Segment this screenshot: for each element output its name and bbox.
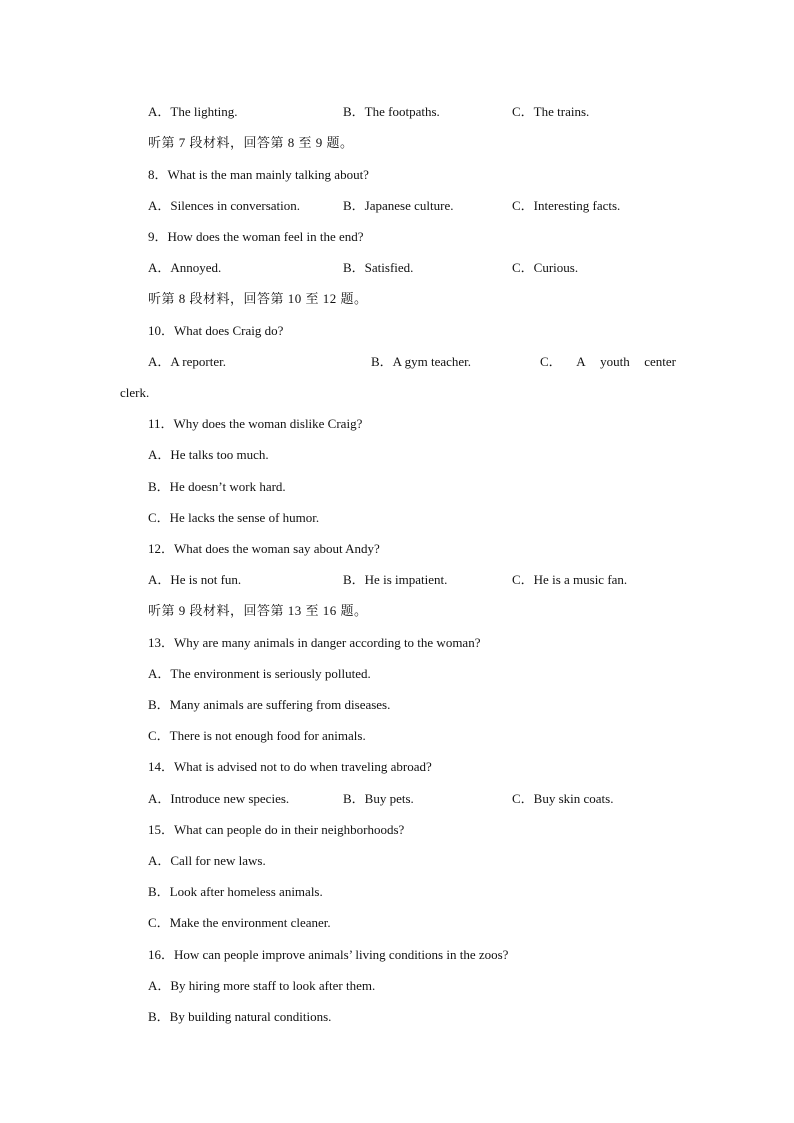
q9-question: 9．How does the woman feel in the end? [148, 229, 364, 244]
q15-option-c: C．Make the environment cleaner. [148, 915, 331, 930]
section-8-heading: 听第 8 段材料，回答第 10 至 12 题。 [148, 291, 368, 306]
q14-question: 14．What is advised not to do when traveling abroad? [148, 759, 432, 774]
q12-option-c: C．He is a music fan. [512, 572, 628, 587]
q10-option-c-part: youth [600, 354, 630, 369]
q9-option-c: C．Curious. [512, 260, 579, 275]
q7-option-a: A．The lighting. [148, 104, 238, 119]
q12-option-b: B．He is impatient. [343, 572, 448, 587]
q12-option-a: A．He is not fun. [148, 572, 242, 587]
q11-option-b: B．He doesn’t work hard. [148, 479, 286, 494]
section-9-heading: 听第 9 段材料，回答第 13 至 16 题。 [148, 603, 368, 618]
q11-option-c: C．He lacks the sense of humor. [148, 510, 320, 525]
q10-question: 10．What does Craig do? [148, 323, 284, 338]
q15-option-a: A．Call for new laws. [148, 853, 266, 868]
q10-option-c-part: A [576, 354, 586, 369]
q7-option-b: B．The footpaths. [343, 104, 440, 119]
q10-option-c-continued: clerk. [120, 385, 150, 400]
q15-question: 15．What can people do in their neighborhoods? [148, 822, 405, 837]
q10-option-c-part: center [644, 354, 676, 369]
q12-question: 12．What does the woman say about Andy? [148, 541, 380, 556]
q10-option-a: A．A reporter. [148, 354, 226, 369]
q16-option-b: B．By building natural conditions. [148, 1009, 332, 1024]
q8-option-a: A．Silences in conversation. [148, 198, 300, 213]
q9-option-b: B．Satisfied. [343, 260, 414, 275]
q16-question: 16．How can people improve animals’ living conditions in the zoos? [148, 947, 509, 962]
q8-option-b: B．Japanese culture. [343, 198, 454, 213]
q14-option-c: C．Buy skin coats. [512, 791, 614, 806]
q8-question: 8．What is the man mainly talking about? [148, 167, 369, 182]
q10-option-c [540, 354, 676, 370]
q13-question: 13．Why are many animals in danger according to the woman? [148, 635, 481, 650]
q8-option-c: C．Interesting facts. [512, 198, 621, 213]
section-7-heading: 听第 7 段材料，回答第 8 至 9 题。 [148, 135, 354, 150]
q13-option-c: C．There is not enough food for animals. [148, 728, 366, 743]
q7-option-c: C．The trains. [512, 104, 590, 119]
q10-option-b: B．A gym teacher. [371, 354, 472, 369]
q14-option-a: A．Introduce new species. [148, 791, 290, 806]
q13-option-b: B．Many animals are suffering from diseases. [148, 697, 391, 712]
q11-question: 11．Why does the woman dislike Craig? [148, 416, 363, 431]
q11-option-a: A．He talks too much. [148, 447, 269, 462]
q15-option-b: B．Look after homeless animals. [148, 884, 323, 899]
q13-option-a: A．The environment is seriously polluted. [148, 666, 371, 681]
q14-option-b: B．Buy pets. [343, 791, 414, 806]
q16-option-a: A．By hiring more staff to look after them. [148, 978, 376, 993]
q9-option-a: A．Annoyed. [148, 260, 222, 275]
q10-option-c-part: C． [540, 354, 562, 369]
